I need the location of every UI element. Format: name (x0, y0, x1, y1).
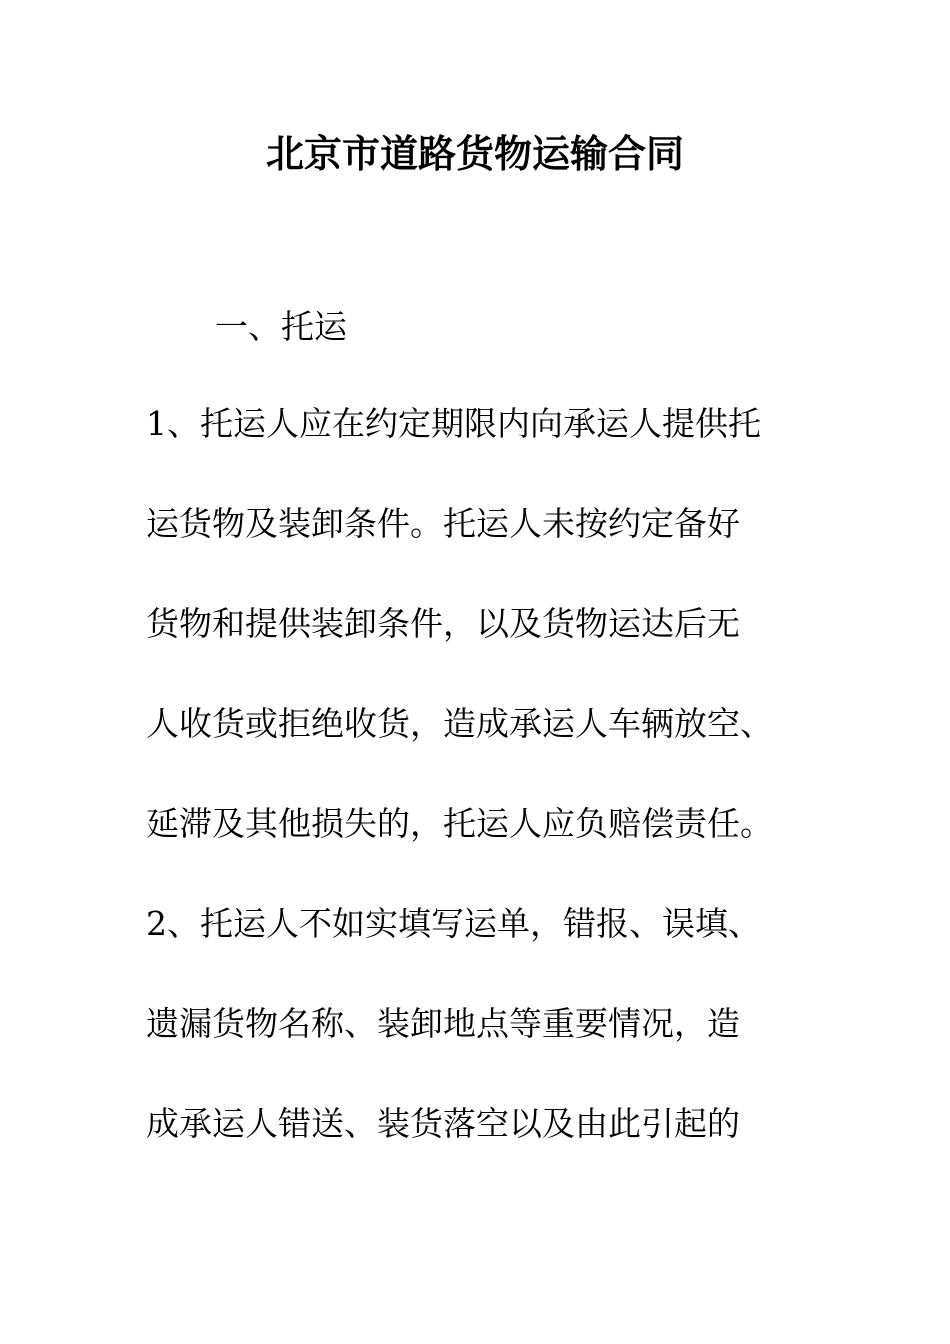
body-line: 遗漏货物名称、装卸地点等重要情况，造 (146, 1004, 740, 1043)
document-title: 北京市道路货物运输合同 (265, 132, 684, 176)
body-line: 延滞及其他损失的，托运人应负赔偿责任。 (146, 804, 773, 843)
body-line: 货物和提供装卸条件，以及货物运达后无 (146, 604, 740, 643)
body-line: 1、托运人应在约定期限内向承运人提供托 (146, 404, 761, 443)
body-line: 成承运人错送、装货落空以及由此引起的 (146, 1104, 740, 1143)
body-line: 人收货或拒绝收货，造成承运人车辆放空、 (146, 704, 773, 743)
section-heading: 一、托运 (215, 307, 347, 346)
body-line: 2、托运人不如实填写运单，错报、误填、 (146, 904, 761, 943)
body-line: 运货物及装卸条件。托运人未按约定备好 (146, 504, 740, 543)
